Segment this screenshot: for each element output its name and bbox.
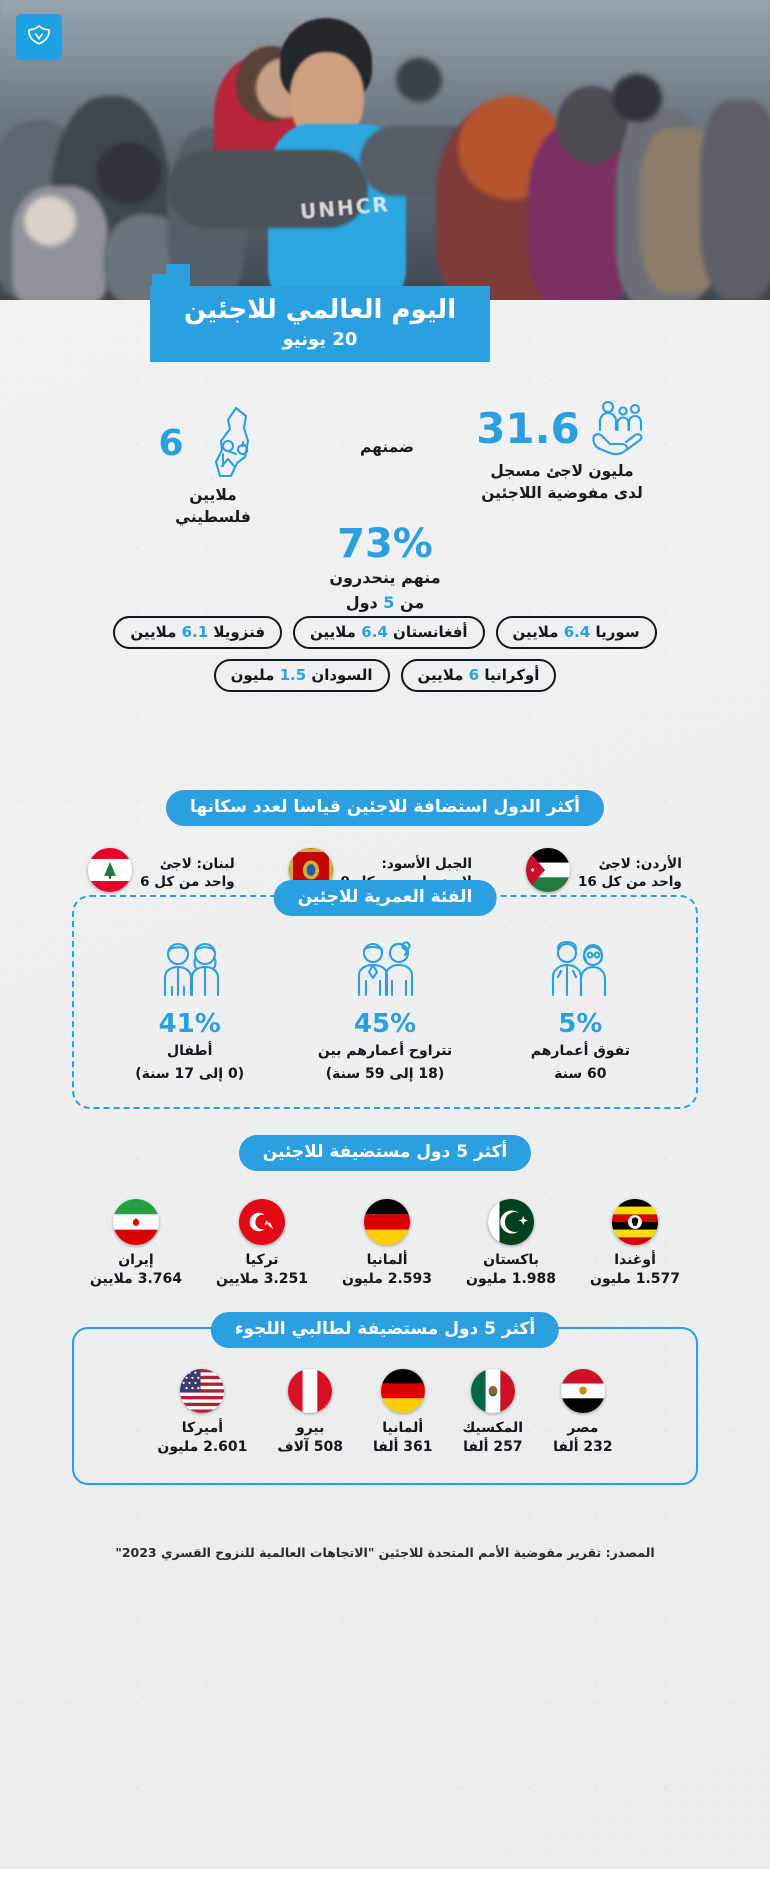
age-elderly-line2: 60 سنة xyxy=(554,1065,607,1082)
asylum-value-unit: ألفا xyxy=(553,1438,579,1455)
host-value xyxy=(342,1270,432,1289)
age-adults-line2: (18 إلى 59 سنة) xyxy=(325,1065,445,1082)
pill-country-value: 6.4 xyxy=(361,623,388,641)
origin-country-pill xyxy=(496,616,657,649)
page-title: اليوم العالمي للاجئين xyxy=(183,295,457,325)
al-jazeera-logo-icon xyxy=(16,14,62,60)
origin-countries-row-2 xyxy=(0,659,770,692)
palestinian-line2: فلسطيني xyxy=(175,508,251,527)
host-value-unit: مليون xyxy=(590,1270,631,1287)
origin-line2-suffix: دول xyxy=(345,592,384,612)
pill-country-value: 6 xyxy=(468,666,480,684)
host-name: ألمانيا xyxy=(366,1252,408,1268)
pill-country-unit: ملايين xyxy=(417,666,464,684)
pill-country-value: 6.4 xyxy=(563,623,591,641)
origin-line2-number: 5 xyxy=(383,592,395,612)
asylum-value-number: 361 xyxy=(403,1438,433,1455)
age-elderly-line1: تفوق أعمارهم xyxy=(530,1043,630,1059)
asylum-value xyxy=(157,1438,247,1457)
hand-holding-family-icon xyxy=(588,398,648,460)
pakistan-flag-icon xyxy=(488,1199,534,1245)
asylum-value-number: 508 xyxy=(313,1438,344,1455)
registered-line1: مليون لاجئ مسجل xyxy=(490,462,634,480)
palestine-map-icon xyxy=(190,404,268,484)
asylum-value xyxy=(463,1438,524,1457)
pill-country-unit: ملايين xyxy=(310,623,356,641)
pill-country-value: 1.5 xyxy=(279,666,307,684)
pill-country-name: أوكرانيا xyxy=(484,666,540,684)
top-asylum-egypt xyxy=(553,1369,613,1457)
pill-country-name: السودان xyxy=(311,666,373,684)
host-per-capita-item-jordan xyxy=(526,848,682,898)
age-elderly-percent: 5% xyxy=(558,1009,603,1039)
origin-line2-prefix: من xyxy=(394,592,425,612)
asylum-name: أميركا xyxy=(181,1420,224,1436)
germany-flag-icon xyxy=(381,1369,425,1413)
item-line1: الأردن: لاجئ xyxy=(598,855,682,872)
age-groups-section xyxy=(0,887,770,1109)
item-line1: الجبل الأسود: xyxy=(381,855,472,872)
host-value-unit: مليون xyxy=(342,1270,383,1287)
item-line2: واحد من كل 6 xyxy=(140,874,235,890)
hero-photo xyxy=(0,0,770,300)
usa-flag-icon xyxy=(180,1369,224,1413)
pill-country-unit: ملايين xyxy=(130,623,177,641)
host-value-number: 2.593 xyxy=(387,1270,433,1287)
egypt-flag-icon xyxy=(561,1369,605,1413)
asylum-value xyxy=(553,1438,613,1457)
age-group-adults xyxy=(295,939,475,1085)
jordan-flag-icon xyxy=(526,848,570,892)
asylum-value-unit: ألفا xyxy=(463,1438,489,1455)
asylum-name: ألمانيا xyxy=(382,1420,424,1436)
host-value-number: 1.988 xyxy=(511,1270,557,1287)
host-value-unit: مليون xyxy=(466,1270,507,1287)
turkey-flag-icon xyxy=(239,1199,285,1245)
asylum-name: بيرو xyxy=(296,1420,325,1436)
host-per-capita-header: أكثر الدول استضافة للاجئين قياسا لعدد سكانها xyxy=(166,790,604,826)
lebanon-flag-icon xyxy=(88,848,132,892)
asylum-value-number: 2.601 xyxy=(203,1438,248,1455)
germany-flag-icon xyxy=(364,1199,410,1245)
asylum-value-number: 257 xyxy=(493,1438,523,1455)
top-host-turkey xyxy=(216,1199,308,1289)
host-value-number: 1.577 xyxy=(635,1270,681,1287)
registered-number: 31.6 xyxy=(476,404,580,453)
palestinian-line1: ملايين xyxy=(189,486,237,504)
origin-line2 xyxy=(0,592,770,615)
top-host-germany xyxy=(342,1199,432,1289)
top-hosts-header: أكثر 5 دول مستضيفة للاجئين xyxy=(239,1135,532,1171)
registered-line2: لدى مفوضية اللاجئين xyxy=(481,484,643,503)
age-group-elderly xyxy=(490,939,670,1085)
origin-line1: منهم ينحدرون xyxy=(329,568,441,587)
iran-flag-icon xyxy=(113,1199,159,1245)
title-banner xyxy=(150,286,490,362)
origin-country-pill xyxy=(401,659,557,692)
top-asylum-section xyxy=(0,1319,770,1485)
stat-registered-refugees xyxy=(432,398,692,505)
two-children-icon xyxy=(153,986,227,1005)
host-value-number: 3.251 xyxy=(263,1270,309,1287)
age-adults-line1: تتراوح أعمارهم بين xyxy=(317,1043,453,1059)
asylum-value-number: 232 xyxy=(583,1438,613,1455)
top-asylum-usa xyxy=(157,1369,247,1457)
top-host-pakistan xyxy=(466,1199,556,1289)
origin-percent: 73% xyxy=(337,521,433,567)
age-adults-percent: 45% xyxy=(353,1009,417,1039)
item-line1: لبنان: لاجئ xyxy=(159,855,235,872)
asylum-value-unit: آلاف xyxy=(277,1438,309,1455)
source-note: المصدر: تقرير مفوضية الأمم المتحدة للاجئين "الاتجاهات العالمية للنزوح القسري 2023" xyxy=(115,1545,655,1560)
host-value xyxy=(466,1270,556,1289)
two-elderly-icon xyxy=(543,986,617,1005)
peru-flag-icon xyxy=(288,1369,332,1413)
among-them-label: ضمنهم xyxy=(359,438,415,456)
top-asylum-germany xyxy=(373,1369,433,1457)
asylum-value xyxy=(373,1438,433,1457)
palestinian-number: 6 xyxy=(158,423,184,464)
top-asylum-mexico xyxy=(463,1369,524,1457)
two-adults-icon xyxy=(348,986,422,1005)
host-value xyxy=(216,1270,308,1289)
host-per-capita-item-lebanon xyxy=(88,848,234,898)
unhcr-vest-text: UNHCR xyxy=(299,192,391,224)
pill-country-name: فنزويلا xyxy=(213,623,266,641)
host-value-unit: ملايين xyxy=(89,1270,133,1287)
pill-country-unit: ملايين xyxy=(512,623,559,641)
origin-countries-list xyxy=(0,616,770,702)
pill-country-name: أفغانستان xyxy=(393,623,468,641)
host-value-number: 3.764 xyxy=(137,1270,182,1287)
top-asylum-peru xyxy=(277,1369,343,1457)
page-subtitle: 20 يونيو xyxy=(282,328,358,350)
age-children-percent: 41% xyxy=(158,1009,221,1039)
origin-countries-row-1 xyxy=(0,616,770,649)
asylum-value-unit: مليون xyxy=(157,1438,199,1455)
age-children-line2: (0 إلى 17 سنة) xyxy=(135,1065,245,1082)
host-value-unit: ملايين xyxy=(216,1270,259,1287)
host-name: أوغندا xyxy=(614,1252,656,1268)
age-groups-header: الفئة العمرية للاجئين xyxy=(274,880,497,916)
pill-country-name: سوريا xyxy=(595,623,640,641)
asylum-name: المكسيك xyxy=(462,1420,524,1436)
uganda-flag-icon xyxy=(612,1199,658,1245)
origin-country-pill xyxy=(113,616,282,649)
origin-country-pill xyxy=(293,616,485,649)
top-host-uganda xyxy=(590,1199,680,1289)
origin-percentage-block xyxy=(0,523,770,614)
top-hosts-section xyxy=(0,1135,770,1289)
stat-palestinian-refugees xyxy=(108,404,318,529)
asylum-value-unit: ألفا xyxy=(373,1438,399,1455)
age-group-children xyxy=(100,939,280,1085)
pill-country-unit: مليون xyxy=(230,666,275,684)
asylum-name: مصر xyxy=(567,1420,599,1436)
item-line2: واحد من كل 16 xyxy=(577,874,682,890)
top-host-iran xyxy=(90,1199,182,1289)
host-value xyxy=(590,1270,680,1289)
host-name: باكستان xyxy=(483,1252,539,1268)
host-value xyxy=(90,1270,182,1289)
host-name: تركيا xyxy=(245,1252,279,1268)
age-children-line1: أطفال xyxy=(166,1043,213,1059)
bottom-bar xyxy=(0,1869,770,1885)
pill-country-value: 6.1 xyxy=(181,623,209,641)
asylum-value xyxy=(277,1438,343,1457)
top-asylum-header: أكثر 5 دول مستضيفة لطالبي اللجوء xyxy=(211,1312,559,1348)
origin-country-pill xyxy=(214,659,390,692)
host-name: إيران xyxy=(118,1252,154,1268)
mexico-flag-icon xyxy=(471,1369,515,1413)
